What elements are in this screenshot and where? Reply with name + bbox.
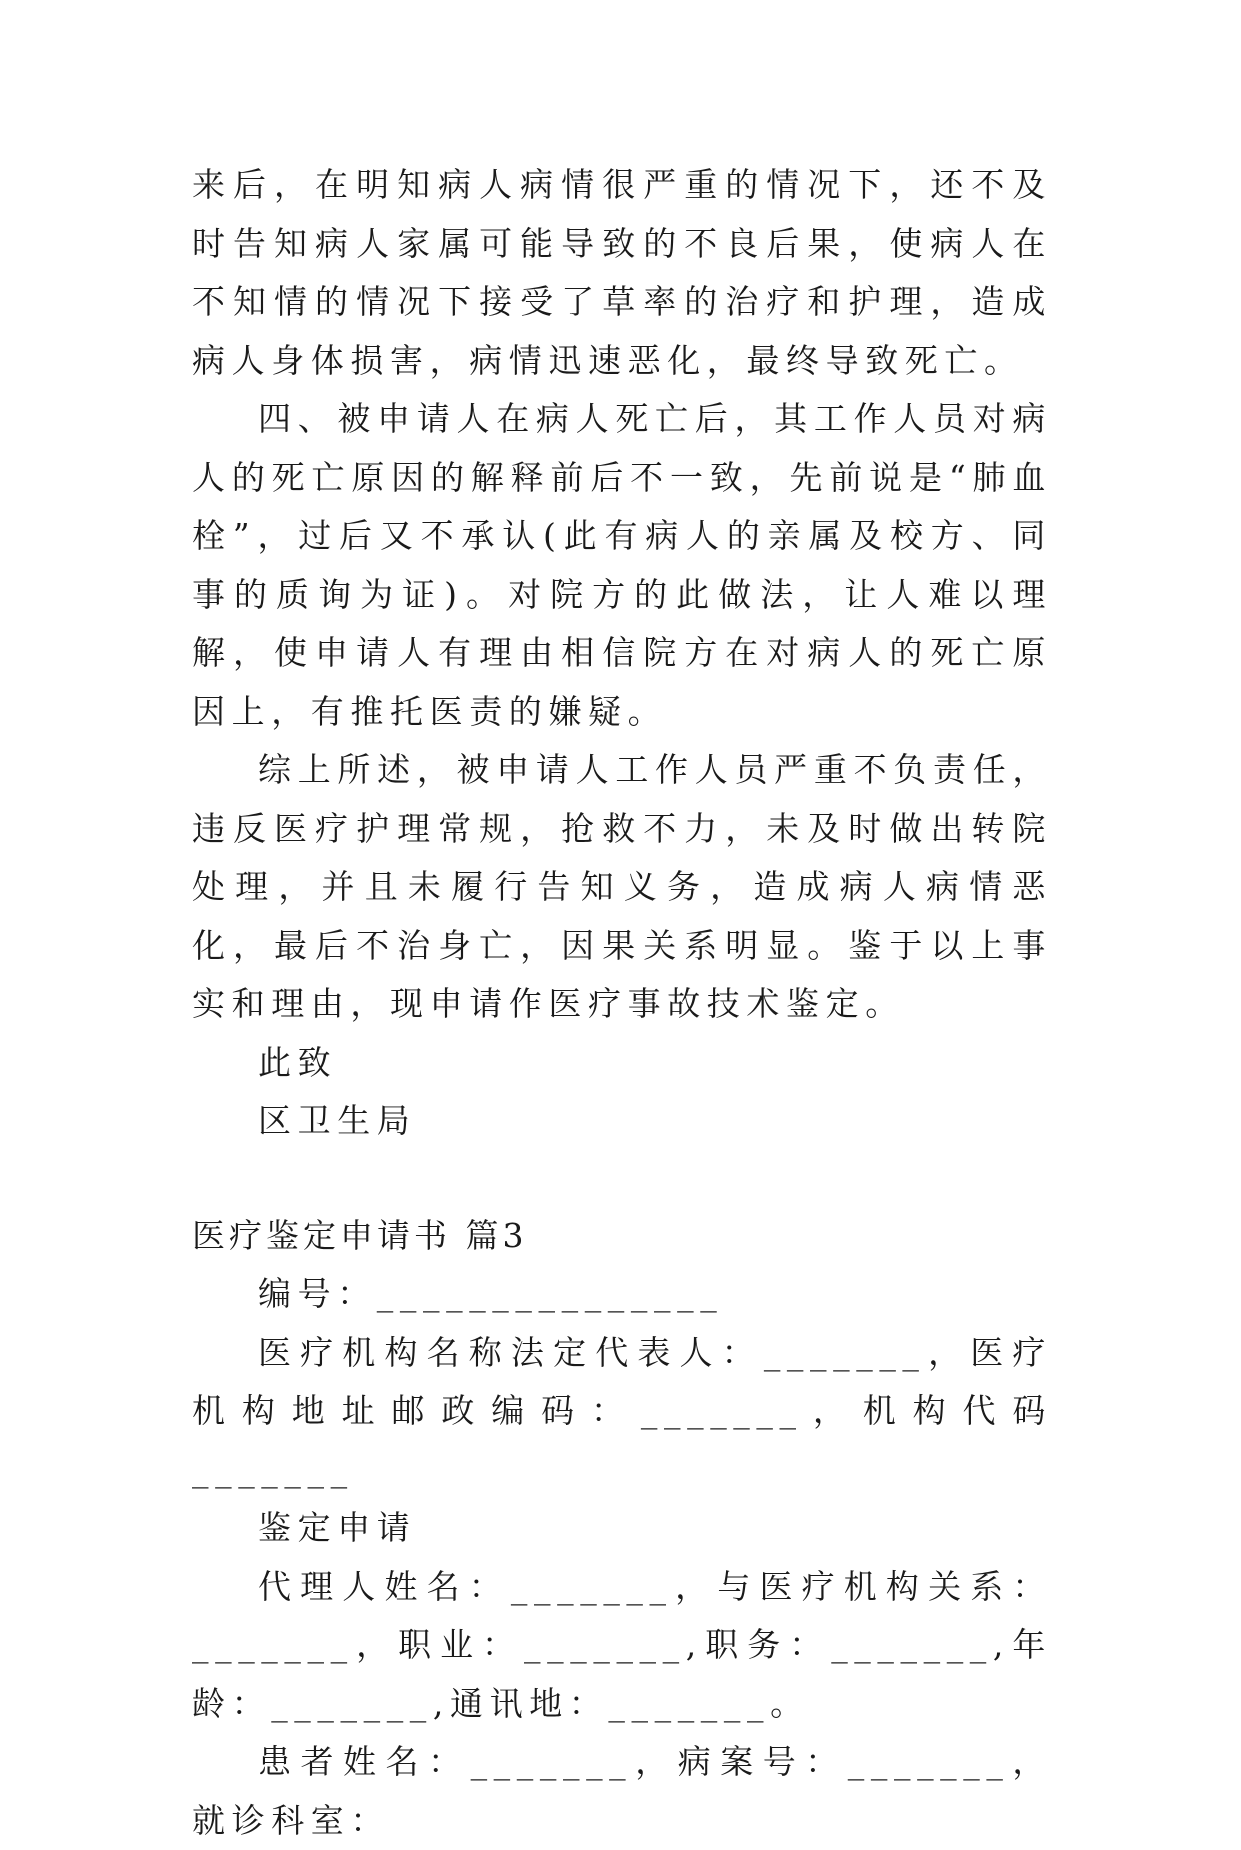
body-part-1 xyxy=(192,156,1052,1151)
patient-info-line: 患者姓名：_______，病案号：_______，就诊科室： xyxy=(192,1742,1052,1840)
paragraph-continuation: 来后，在明知病人病情很严重的情况下，还不及时告知病人家属可能导致的不良后果，使病人在不知情的情况下接受了草率的治疗和护理，造成病人身体损害，病情迅速恶化，最终导致死亡。 xyxy=(192,165,1052,380)
section-spacer xyxy=(192,1151,1052,1207)
closing-salutation: 此致 xyxy=(258,1042,338,1082)
paragraph-point-four: 四、被申请人在病人死亡后，其工作人员对病人的死亡原因的解释前后不一致，先前说是“肺血栓”，过后又不承认(此有病人的亲属及校方、同事的质询为证)。对院方的此做法，让人难以理解，使申请人有理由相信院方在对病人的死亡原因上，有推托医责的嫌疑。 xyxy=(192,399,1052,731)
form-number-line: 编号：_______________ xyxy=(258,1274,724,1313)
appraisal-request-label: 鉴定申请 xyxy=(258,1508,417,1547)
section-heading: 医疗鉴定申请书 篇3 xyxy=(192,1215,528,1255)
body-part-2 xyxy=(192,1265,1052,1850)
institution-info-line: 医疗机构名称法定代表人：_______，医疗机构地址邮政编码：_______，机构代码_______ xyxy=(192,1332,1052,1489)
paragraph-summary: 综上所述，被申请人工作人员严重不负责任，违反医疗护理常规，抢救不力，未及时做出转院处理，并且未履行告知义务，造成病人病情恶化，最后不治身亡，因果关系明显。鉴于以上事实和理由，现申请作医疗事故技术鉴定。 xyxy=(192,750,1052,1023)
document-page xyxy=(192,156,1052,1850)
recipient-name: 区卫生局 xyxy=(258,1101,417,1140)
agent-info-line: 代理人姓名：_______，与医疗机构关系：_______，职业：_______,职务：_______,年龄：_______,通讯地：_______。 xyxy=(192,1566,1052,1723)
